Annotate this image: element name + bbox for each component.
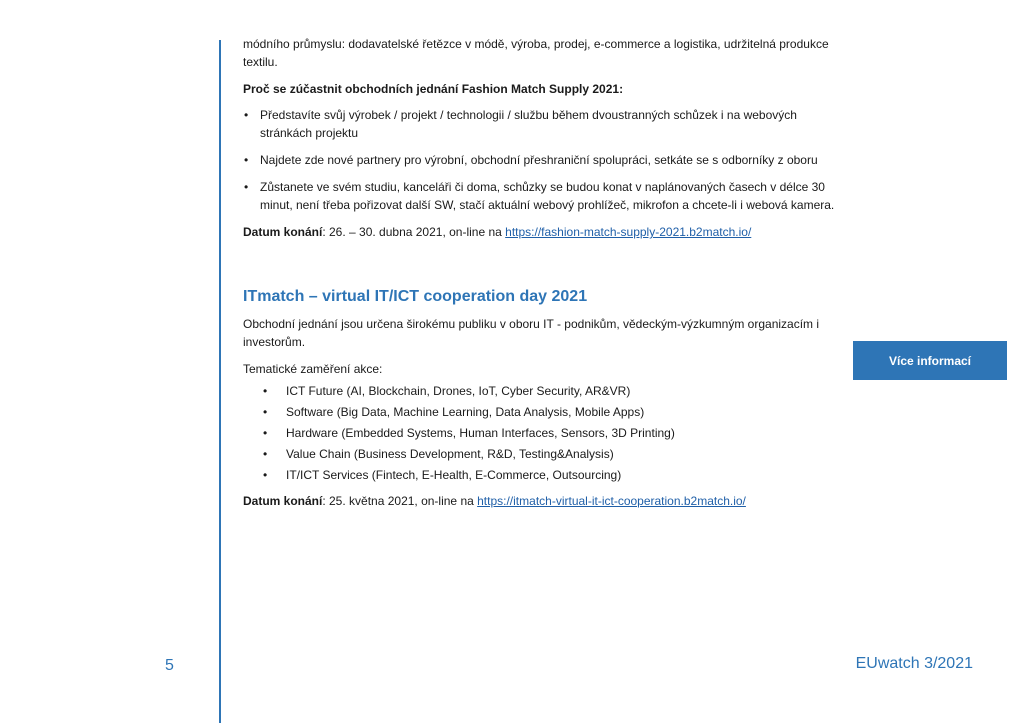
- event-date-itmatch: [243, 492, 843, 510]
- margin-rule: [219, 40, 221, 723]
- date-label: Datum konání: [243, 225, 323, 239]
- topics-label: Tematické zaměření akce:: [243, 362, 383, 376]
- list-item: • Value Chain (Business Development, R&D, Testing&Analysis): [243, 445, 843, 463]
- topics-list: [243, 382, 843, 484]
- list-item: • Představíte svůj výrobek / projekt / technologii / službu během dvoustranných schůzek i na webových stránkách projektu: [243, 106, 843, 142]
- section-title-itmatch: ITmatch – virtual IT/ICT cooperation day 2021: [243, 288, 588, 305]
- intro-continuation: módního průmyslu: dodavatelské řetězce v módě, výroba, prodej, e-commerce a logistika, udržitelná produkce textilu.: [243, 37, 829, 69]
- itmatch-link[interactable]: https://itmatch-virtual-it-ict-cooperation.b2match.io/: [477, 494, 746, 508]
- page-content: [243, 35, 843, 510]
- fashion-match-link[interactable]: https://fashion-match-supply-2021.b2match.io/: [505, 225, 752, 239]
- list-item: • Zůstanete ve svém studiu, kanceláři či doma, schůzky se budou konat v naplánovaných časech v délce 30 minut, není třeba pořizovat další SW, stačí aktuální webový prohlížeč, mikrofon a chcete-li i webová kamera.: [243, 178, 843, 214]
- list-item: • IT/ICT Services (Fintech, E-Health, E-Commerce, Outsourcing): [243, 466, 843, 484]
- itmatch-intro: Obchodní jednání jsou určena širokému publiku v oboru IT - podnikům, vědeckým-výzkumným organizacím i investorům.: [243, 317, 820, 349]
- more-info-button[interactable]: Více informací: [853, 341, 1007, 380]
- publication-title: EUwatch 3/2021: [855, 655, 973, 672]
- list-item: • Najdete zde nové partnery pro výrobní, obchodní přeshraniční spolupráci, setkáte se s odborníky z oboru: [243, 151, 843, 169]
- list-item: • Software (Big Data, Machine Learning, Data Analysis, Mobile Apps): [243, 403, 843, 421]
- date-label: Datum konání: [243, 494, 323, 508]
- event-date-fashion: [243, 223, 843, 241]
- list-item: • ICT Future (AI, Blockchain, Drones, IoT, Cyber Security, AR&VR): [243, 382, 843, 400]
- date-text: : 25. května 2021, on-line na: [322, 494, 478, 508]
- date-text: : 26. – 30. dubna 2021, on-line na: [322, 225, 506, 239]
- benefits-list: [243, 106, 843, 214]
- page-number: 5: [165, 657, 174, 674]
- why-heading: Proč se zúčastnit obchodních jednání Fashion Match Supply 2021:: [243, 82, 624, 96]
- list-item: • Hardware (Embedded Systems, Human Interfaces, Sensors, 3D Printing): [243, 424, 843, 442]
